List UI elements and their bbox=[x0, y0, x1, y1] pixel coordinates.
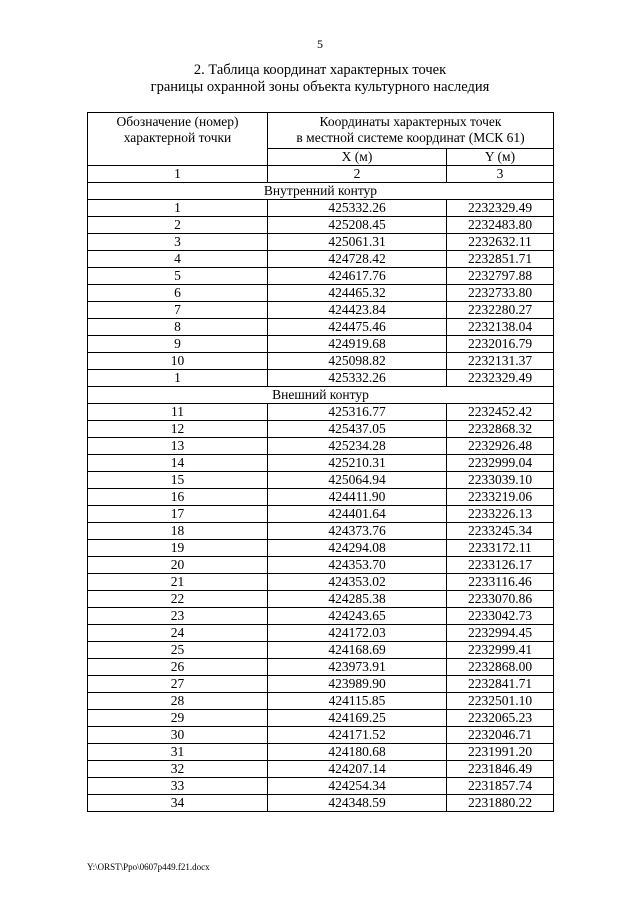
y-coordinate-cell: 2232841.71 bbox=[447, 676, 554, 693]
table-row bbox=[88, 608, 554, 625]
point-id-cell: 22 bbox=[88, 591, 268, 608]
table-row bbox=[88, 336, 554, 353]
y-coordinate-cell: 2231991.20 bbox=[447, 744, 554, 761]
x-coordinate-cell: 424465.32 bbox=[268, 285, 447, 302]
x-coordinate-cell: 424243.65 bbox=[268, 608, 447, 625]
point-id-cell: 24 bbox=[88, 625, 268, 642]
x-coordinate-cell: 425210.31 bbox=[268, 455, 447, 472]
coordinates-header-line-2: в местной системе координат (МСК 61) bbox=[296, 130, 525, 145]
table-row bbox=[88, 778, 554, 795]
y-coordinate-cell: 2232131.37 bbox=[447, 353, 554, 370]
point-id-cell: 29 bbox=[88, 710, 268, 727]
x-coordinate-cell: 424401.64 bbox=[268, 506, 447, 523]
section-header-row bbox=[88, 183, 554, 200]
y-coordinate-cell: 2233226.13 bbox=[447, 506, 554, 523]
table-row bbox=[88, 472, 554, 489]
y-coordinate-cell: 2231880.22 bbox=[447, 795, 554, 812]
point-id-header-line-2: характерной точки bbox=[123, 130, 232, 145]
coordinates-header bbox=[268, 113, 554, 149]
table-row bbox=[88, 659, 554, 676]
table-row bbox=[88, 625, 554, 642]
point-id-header bbox=[88, 113, 268, 166]
y-coordinate-cell: 2232065.23 bbox=[447, 710, 554, 727]
point-id-cell: 4 bbox=[88, 251, 268, 268]
point-id-cell: 32 bbox=[88, 761, 268, 778]
y-coordinate-cell: 2232851.71 bbox=[447, 251, 554, 268]
section-title: Внутренний контур bbox=[88, 183, 554, 200]
point-id-cell: 26 bbox=[88, 659, 268, 676]
point-id-cell: 33 bbox=[88, 778, 268, 795]
point-id-cell: 21 bbox=[88, 574, 268, 591]
y-coordinate-cell: 2232797.88 bbox=[447, 268, 554, 285]
x-coordinate-cell: 424207.14 bbox=[268, 761, 447, 778]
x-coordinate-cell: 424617.76 bbox=[268, 268, 447, 285]
table-row bbox=[88, 710, 554, 727]
point-id-cell: 6 bbox=[88, 285, 268, 302]
y-coordinate-cell: 2232046.71 bbox=[447, 727, 554, 744]
x-coordinate-cell: 424348.59 bbox=[268, 795, 447, 812]
table-title-line-1: 2. Таблица координат характерных точек bbox=[193, 62, 447, 78]
x-coordinate-cell: 424294.08 bbox=[268, 540, 447, 557]
table-row bbox=[88, 421, 554, 438]
table-row bbox=[88, 285, 554, 302]
point-id-cell: 28 bbox=[88, 693, 268, 710]
y-coordinate-cell: 2232999.41 bbox=[447, 642, 554, 659]
table-row bbox=[88, 574, 554, 591]
point-id-cell: 10 bbox=[88, 353, 268, 370]
x-coordinate-cell: 424115.85 bbox=[268, 693, 447, 710]
table-row bbox=[88, 200, 554, 217]
point-id-cell: 7 bbox=[88, 302, 268, 319]
point-id-cell: 12 bbox=[88, 421, 268, 438]
table-row bbox=[88, 557, 554, 574]
point-id-cell: 1 bbox=[88, 200, 268, 217]
y-coordinate-cell: 2233042.73 bbox=[447, 608, 554, 625]
y-coordinate-cell: 2233126.17 bbox=[447, 557, 554, 574]
y-coordinate-cell: 2232926.48 bbox=[447, 438, 554, 455]
point-id-cell: 20 bbox=[88, 557, 268, 574]
point-id-cell: 18 bbox=[88, 523, 268, 540]
table-row bbox=[88, 523, 554, 540]
table-row bbox=[88, 744, 554, 761]
point-id-cell: 2 bbox=[88, 217, 268, 234]
table-row bbox=[88, 404, 554, 421]
y-coordinate-cell: 2231857.74 bbox=[447, 778, 554, 795]
x-coordinate-cell: 425234.28 bbox=[268, 438, 447, 455]
x-coordinate-cell: 424411.90 bbox=[268, 489, 447, 506]
table-row bbox=[88, 795, 554, 812]
table-row bbox=[88, 251, 554, 268]
point-id-cell: 19 bbox=[88, 540, 268, 557]
point-id-cell: 16 bbox=[88, 489, 268, 506]
y-coordinate-cell: 2233039.10 bbox=[447, 472, 554, 489]
document-file-path: Y:\ORST\Ppo\0607p449.f21.docx bbox=[87, 862, 210, 872]
table-title-line-2: границы охранной зоны объекта культурного наследия bbox=[150, 79, 490, 95]
x-coordinate-cell: 424254.34 bbox=[268, 778, 447, 795]
y-coordinate-cell: 2232138.04 bbox=[447, 319, 554, 336]
table-row bbox=[88, 489, 554, 506]
x-coordinate-cell: 424180.68 bbox=[268, 744, 447, 761]
point-id-cell: 11 bbox=[88, 404, 268, 421]
y-coordinate-cell: 2233172.11 bbox=[447, 540, 554, 557]
y-column-header: Y (м) bbox=[447, 149, 554, 166]
point-id-cell: 23 bbox=[88, 608, 268, 625]
column-number-2: 2 bbox=[268, 166, 447, 183]
y-coordinate-cell: 2233070.86 bbox=[447, 591, 554, 608]
point-id-cell: 31 bbox=[88, 744, 268, 761]
x-coordinate-cell: 425316.77 bbox=[268, 404, 447, 421]
point-id-cell: 3 bbox=[88, 234, 268, 251]
y-coordinate-cell: 2232280.27 bbox=[447, 302, 554, 319]
coordinates-table bbox=[87, 112, 554, 812]
table-row bbox=[88, 234, 554, 251]
table-row bbox=[88, 727, 554, 744]
x-coordinate-cell: 424475.46 bbox=[268, 319, 447, 336]
x-coordinate-cell: 425098.82 bbox=[268, 353, 447, 370]
y-coordinate-cell: 2232452.42 bbox=[447, 404, 554, 421]
x-coordinate-cell: 424168.69 bbox=[268, 642, 447, 659]
x-column-header: X (м) bbox=[268, 149, 447, 166]
x-coordinate-cell: 424171.52 bbox=[268, 727, 447, 744]
x-coordinate-cell: 424728.42 bbox=[268, 251, 447, 268]
y-coordinate-cell: 2232733.80 bbox=[447, 285, 554, 302]
x-coordinate-cell: 425332.26 bbox=[268, 370, 447, 387]
y-coordinate-cell: 2232329.49 bbox=[447, 200, 554, 217]
y-coordinate-cell: 2232329.49 bbox=[447, 370, 554, 387]
x-coordinate-cell: 423973.91 bbox=[268, 659, 447, 676]
x-coordinate-cell: 424373.76 bbox=[268, 523, 447, 540]
y-coordinate-cell: 2231846.49 bbox=[447, 761, 554, 778]
point-id-cell: 14 bbox=[88, 455, 268, 472]
point-id-cell: 13 bbox=[88, 438, 268, 455]
point-id-header-line-1: Обозначение (номер) bbox=[116, 114, 239, 129]
table-row bbox=[88, 438, 554, 455]
page-number: 5 bbox=[317, 37, 323, 51]
x-coordinate-cell: 424353.02 bbox=[268, 574, 447, 591]
table-row bbox=[88, 761, 554, 778]
x-coordinate-cell: 424172.03 bbox=[268, 625, 447, 642]
y-coordinate-cell: 2232994.45 bbox=[447, 625, 554, 642]
table-row bbox=[88, 591, 554, 608]
table-row bbox=[88, 319, 554, 336]
x-coordinate-cell: 425208.45 bbox=[268, 217, 447, 234]
table-row bbox=[88, 302, 554, 319]
x-coordinate-cell: 425061.31 bbox=[268, 234, 447, 251]
x-coordinate-cell: 424285.38 bbox=[268, 591, 447, 608]
point-id-cell: 25 bbox=[88, 642, 268, 659]
table-row bbox=[88, 540, 554, 557]
point-id-cell: 34 bbox=[88, 795, 268, 812]
y-coordinate-cell: 2232999.04 bbox=[447, 455, 554, 472]
section-header-row bbox=[88, 387, 554, 404]
column-number-3: 3 bbox=[447, 166, 554, 183]
x-coordinate-cell: 425064.94 bbox=[268, 472, 447, 489]
coordinates-table-body bbox=[88, 183, 554, 812]
x-coordinate-cell: 423989.90 bbox=[268, 676, 447, 693]
point-id-cell: 5 bbox=[88, 268, 268, 285]
y-coordinate-cell: 2233245.34 bbox=[447, 523, 554, 540]
y-coordinate-cell: 2233219.06 bbox=[447, 489, 554, 506]
table-row bbox=[88, 455, 554, 472]
x-coordinate-cell: 424353.70 bbox=[268, 557, 447, 574]
coordinates-header-line-1: Координаты характерных точек bbox=[319, 114, 502, 129]
x-coordinate-cell: 425332.26 bbox=[268, 200, 447, 217]
table-row bbox=[88, 676, 554, 693]
point-id-cell: 8 bbox=[88, 319, 268, 336]
y-coordinate-cell: 2232868.00 bbox=[447, 659, 554, 676]
y-coordinate-cell: 2232016.79 bbox=[447, 336, 554, 353]
table-row bbox=[88, 268, 554, 285]
table-title bbox=[0, 62, 640, 96]
x-coordinate-cell: 424423.84 bbox=[268, 302, 447, 319]
point-id-cell: 30 bbox=[88, 727, 268, 744]
x-coordinate-cell: 424169.25 bbox=[268, 710, 447, 727]
table-row bbox=[88, 506, 554, 523]
y-coordinate-cell: 2232483.80 bbox=[447, 217, 554, 234]
point-id-cell: 9 bbox=[88, 336, 268, 353]
y-coordinate-cell: 2232632.11 bbox=[447, 234, 554, 251]
y-coordinate-cell: 2232868.32 bbox=[447, 421, 554, 438]
x-coordinate-cell: 424919.68 bbox=[268, 336, 447, 353]
column-number-1: 1 bbox=[88, 166, 268, 183]
x-coordinate-cell: 425437.05 bbox=[268, 421, 447, 438]
point-id-cell: 17 bbox=[88, 506, 268, 523]
point-id-cell: 27 bbox=[88, 676, 268, 693]
point-id-cell: 1 bbox=[88, 370, 268, 387]
table-row bbox=[88, 693, 554, 710]
y-coordinate-cell: 2233116.46 bbox=[447, 574, 554, 591]
table-row bbox=[88, 642, 554, 659]
point-id-cell: 15 bbox=[88, 472, 268, 489]
table-row bbox=[88, 353, 554, 370]
table-row bbox=[88, 370, 554, 387]
section-title: Внешний контур bbox=[88, 387, 554, 404]
table-row bbox=[88, 217, 554, 234]
y-coordinate-cell: 2232501.10 bbox=[447, 693, 554, 710]
